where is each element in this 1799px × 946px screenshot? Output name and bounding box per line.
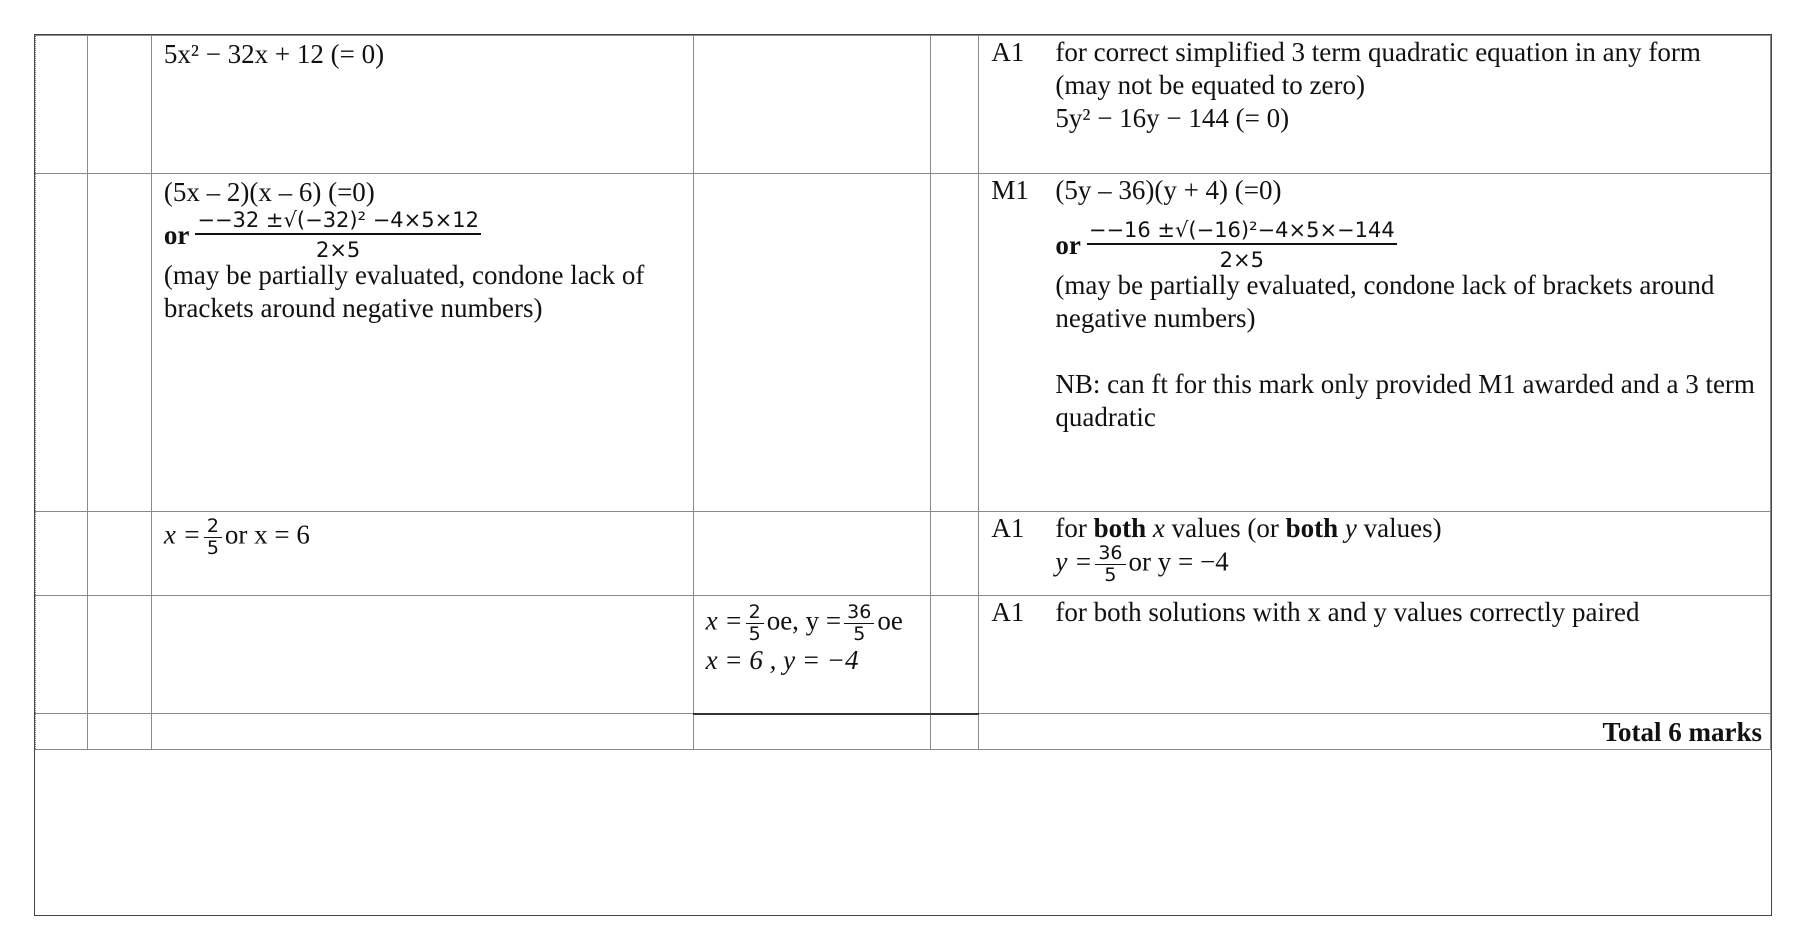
comment-word: values) — [1363, 513, 1442, 543]
formula-denominator: 2×5 — [315, 238, 361, 262]
question-number-cell — [36, 596, 88, 714]
or-label: or — [163, 219, 190, 250]
fraction-denominator: 5 — [1104, 564, 1117, 586]
formula-denominator: 2×5 — [1219, 248, 1264, 272]
answer-cell — [693, 174, 931, 512]
total-row — [36, 714, 1771, 750]
comment-line — [1055, 543, 1762, 586]
mark-code: A1 — [991, 37, 1025, 67]
mark-scheme-table — [35, 35, 1771, 750]
part-cell — [87, 36, 151, 174]
mark-cell — [931, 512, 979, 596]
part-cell — [87, 596, 151, 714]
x-equals: x = — [705, 605, 743, 636]
comment-bold: both — [1093, 513, 1147, 543]
answer-cell — [693, 512, 931, 596]
part-cell — [87, 512, 151, 596]
comment-note: (may be partially evaluated, condone lack of brackets around negative numbers) — [1055, 270, 1715, 333]
notes-cell — [979, 174, 1771, 512]
mark-cell — [931, 714, 979, 750]
table-row — [36, 174, 1771, 512]
fraction-numerator: 2 — [746, 602, 764, 624]
table-row — [36, 596, 1771, 714]
notes-cell — [979, 36, 1771, 174]
notes-cell — [979, 596, 1771, 714]
comment-var: x — [1152, 513, 1165, 543]
comment-word: for — [1055, 513, 1087, 543]
mark-code: M1 — [991, 175, 1029, 205]
mark-cell — [931, 36, 979, 174]
formula-numerator: −−16 ±√(−16)²−4×5×−144 — [1087, 217, 1397, 245]
working-cell — [151, 714, 693, 750]
notes-cell — [979, 512, 1771, 596]
working-note: (may be partially evaluated, condone lack of brackets around negative numbers) — [163, 260, 645, 323]
answer-cell — [693, 36, 931, 174]
table-row — [36, 36, 1771, 174]
comment-bold: both — [1285, 513, 1339, 543]
part-cell — [87, 174, 151, 512]
fraction-numerator: 36 — [844, 602, 874, 624]
part-cell — [87, 714, 151, 750]
fraction-denominator: 5 — [748, 623, 761, 645]
table-row — [36, 512, 1771, 596]
working-rest: or x = 6 — [224, 519, 310, 550]
working-text: 5x² − 32x + 12 (= 0) — [163, 39, 385, 69]
fraction — [746, 602, 764, 645]
mark-cell — [931, 596, 979, 714]
comment-line — [1055, 512, 1762, 545]
notes-cell — [979, 714, 1771, 750]
comment-var: y — [1344, 513, 1357, 543]
answer-mid: oe, y = — [766, 605, 842, 636]
answer-oe: oe — [877, 605, 903, 636]
working-cell — [151, 36, 693, 174]
comment-line: (5y – 36)(y + 4) (=0) — [1055, 175, 1282, 205]
question-number-cell — [36, 174, 88, 512]
answer-line — [706, 602, 921, 645]
mark-scheme-sheet — [34, 34, 1772, 916]
mark-cell — [931, 174, 979, 512]
working-cell — [151, 512, 693, 596]
working-cell — [151, 596, 693, 714]
fraction — [844, 602, 874, 645]
fraction-numerator: 36 — [1095, 543, 1125, 565]
question-number-cell — [36, 36, 88, 174]
working-cell — [151, 174, 693, 512]
question-number-cell — [36, 714, 88, 750]
fraction — [1095, 543, 1125, 586]
y-equals: y = — [1055, 546, 1093, 577]
comment-rest: or y = −4 — [1128, 546, 1229, 577]
x-equals: x = — [163, 519, 201, 550]
answer-line: x = 6 , y = −4 — [705, 645, 859, 675]
comment-line: (may not be equated to zero) — [1055, 70, 1365, 100]
answer-cell — [693, 714, 931, 750]
comment-word: values (or — [1171, 513, 1279, 543]
quadratic-formula — [1087, 217, 1397, 273]
comment-nb: NB: can ft for this mark only provided M1 awarded and a 3 term quadratic — [1055, 369, 1755, 432]
fraction-denominator: 5 — [206, 537, 219, 559]
fraction — [204, 516, 222, 559]
mark-code: A1 — [991, 513, 1025, 543]
fraction-denominator: 5 — [853, 623, 866, 645]
comment-line: 5y² − 16y − 144 (= 0) — [1055, 103, 1290, 133]
formula-numerator: −−32 ±√(−32)² −4×5×12 — [195, 207, 481, 235]
total-marks: Total 6 marks — [1602, 717, 1762, 747]
question-number-cell — [36, 512, 88, 596]
quadratic-formula — [195, 207, 481, 263]
or-label: or — [1055, 229, 1081, 260]
answer-cell — [693, 596, 931, 714]
fraction-numerator: 2 — [204, 516, 222, 538]
working-line: (5x – 2)(x – 6) (=0) — [163, 177, 375, 207]
mark-code: A1 — [991, 597, 1025, 627]
comment-line: for correct simplified 3 term quadratic equation in any form — [1055, 37, 1701, 67]
comment-line: for both solutions with x and y values correctly paired — [1055, 597, 1640, 627]
